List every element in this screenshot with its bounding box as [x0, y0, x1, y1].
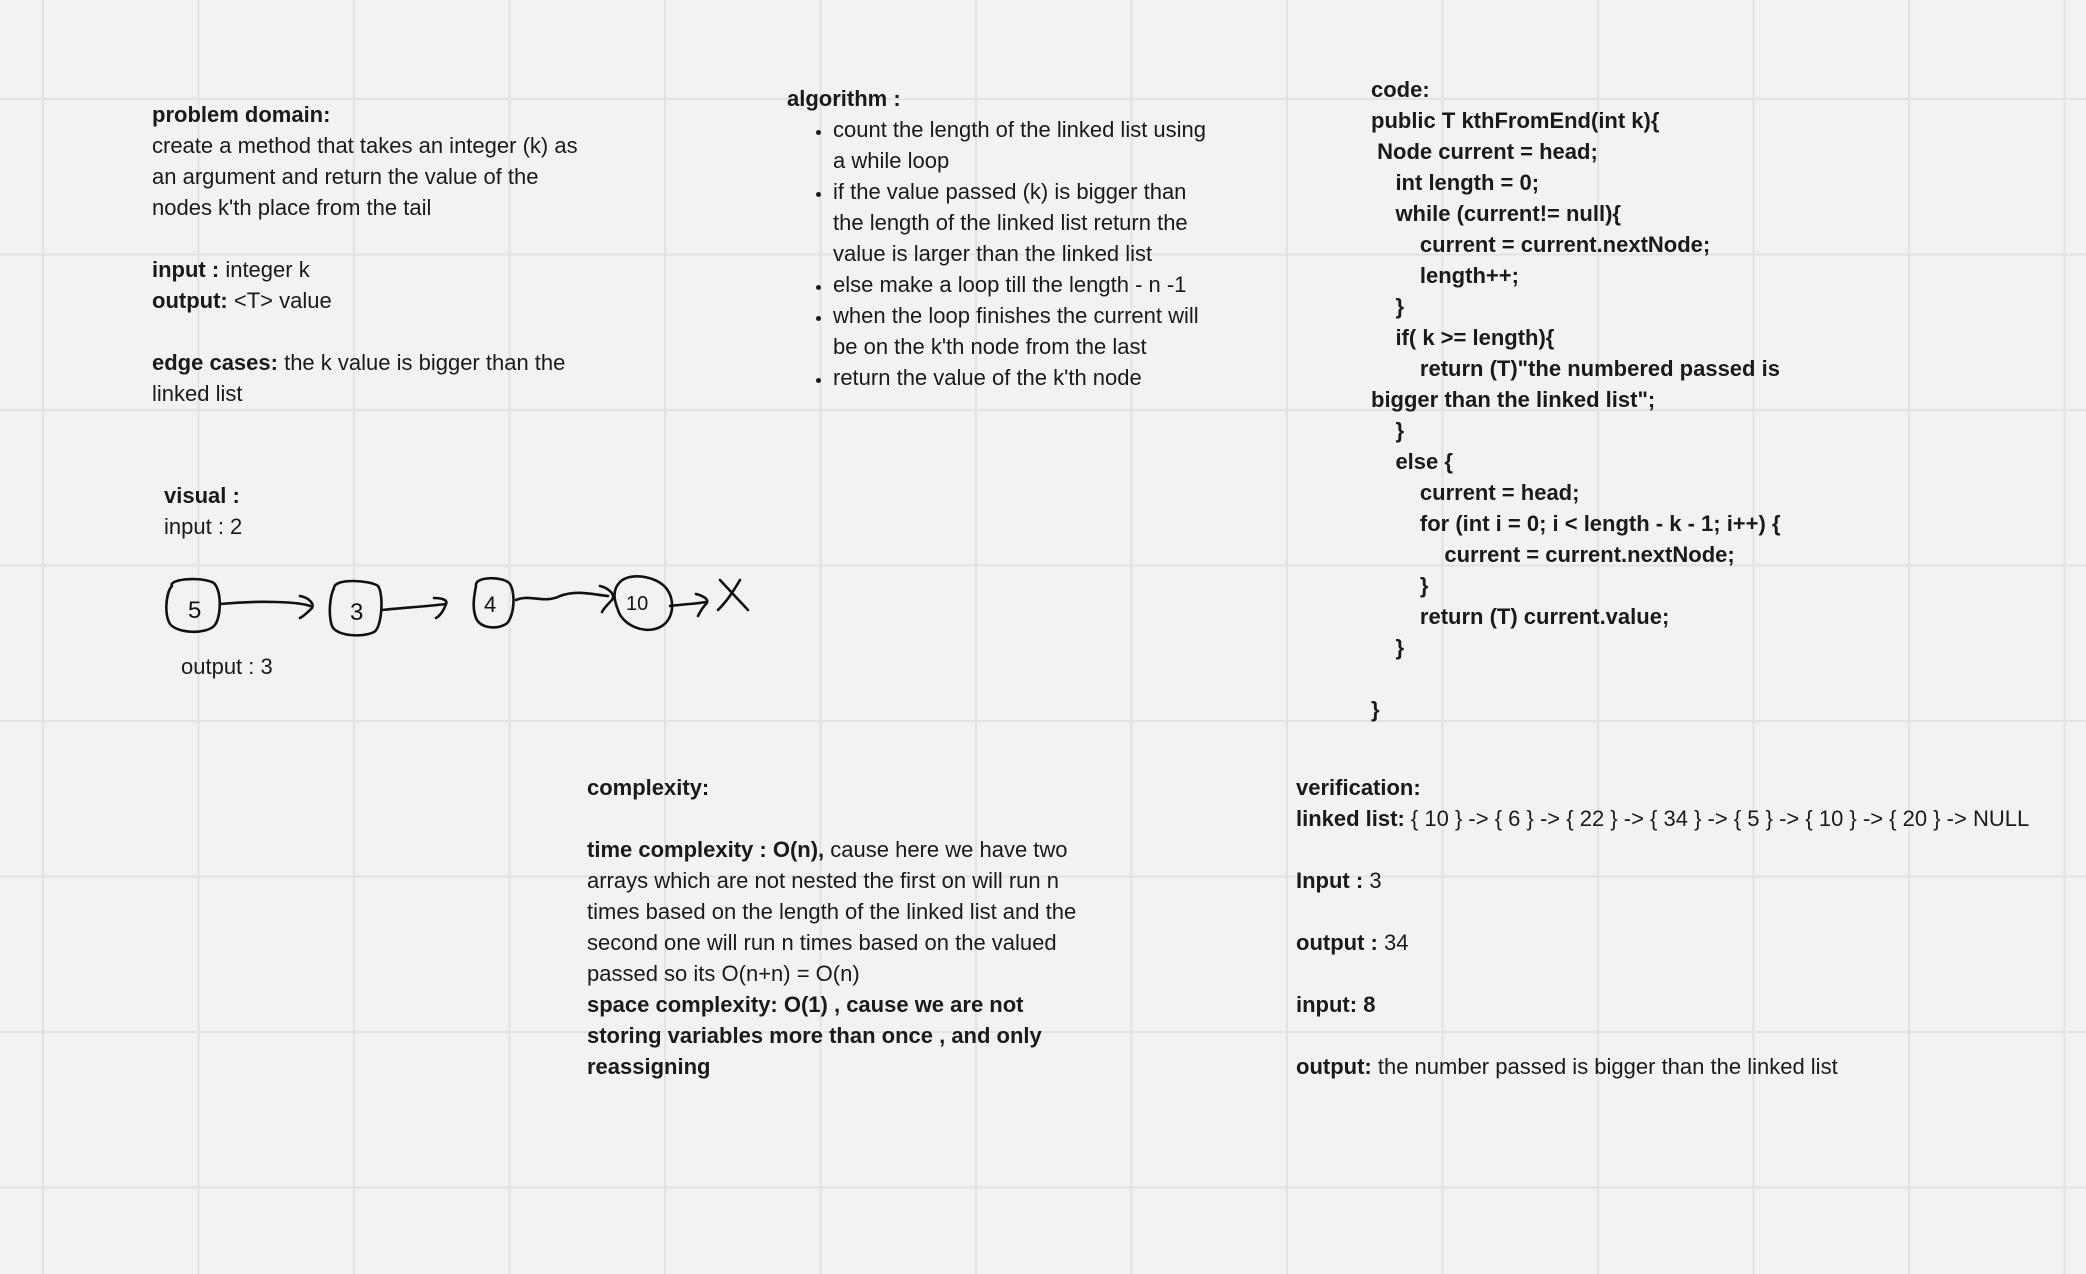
code-line: code: — [1371, 77, 1430, 102]
algorithm-step: • else make a loop till the length - n -1 — [833, 269, 1213, 300]
time-complexity-text: cause here we have two — [824, 837, 1068, 862]
input-value: integer k — [219, 257, 310, 282]
code-line: current = head; — [1371, 480, 1580, 505]
code-line: public T kthFromEnd(int k){ — [1371, 108, 1660, 133]
code-line: current = current.nextNode; — [1371, 232, 1711, 257]
code-line: for (int i = 0; i < length - k - 1; i++) { — [1371, 511, 1781, 536]
edge-cases-value: the k value is bigger than the — [277, 350, 566, 375]
time-complexity-text: second one will run n times based on the valued — [587, 930, 1057, 955]
algorithm-step: • count the length of the linked list using a while loop — [833, 114, 1213, 176]
linked-list-row — [1296, 803, 2056, 834]
code-line: } — [1371, 418, 1405, 443]
problem-domain-note[interactable] — [152, 99, 622, 409]
spacer — [1296, 834, 2056, 865]
time-complexity-text: arrays which are not nested the first on will run n — [587, 868, 1060, 893]
output-2-label: output: — [1296, 1054, 1372, 1079]
input-1-row — [1296, 865, 2056, 896]
visual-heading: visual : — [164, 483, 240, 508]
input-2-row: input: 8 — [1296, 992, 1376, 1017]
code-line — [1371, 663, 2011, 694]
output-2-row — [1296, 1051, 2056, 1082]
algorithm-step: • if the value passed (k) is bigger than the length of the linked list return the value is larger than the linked list — [833, 176, 1213, 269]
input-1-value: 3 — [1363, 868, 1382, 893]
code-line: bigger than the linked list"; — [1371, 387, 1656, 412]
algorithm-note[interactable] — [787, 83, 1227, 393]
spacer — [1296, 958, 2056, 989]
node-label: 5 — [188, 597, 202, 624]
arrow — [670, 602, 706, 606]
time-complexity-text: times based on the length of the linked list and the — [587, 899, 1077, 924]
input-row — [152, 254, 622, 285]
code-line: current = current.nextNode; — [1371, 542, 1735, 567]
arrow — [220, 602, 310, 606]
code-line: } — [1371, 635, 1405, 660]
spacer — [152, 316, 622, 347]
arrowhead — [600, 586, 613, 612]
null-marker — [718, 580, 748, 610]
algorithm-step: • return the value of the k'th node — [833, 362, 1213, 393]
node-label: 10 — [626, 593, 649, 615]
problem-domain-heading: problem domain: — [152, 102, 331, 127]
visual-input: input : 2 — [164, 514, 243, 539]
edge-cases-value-cont: linked list — [152, 381, 243, 406]
node-label: 3 — [350, 599, 364, 626]
spacer — [1296, 896, 2056, 927]
output-2-value: the number passed is bigger than the linked list — [1371, 1054, 1838, 1079]
problem-domain-line: nodes k'th place from the tail — [152, 195, 432, 220]
spacer — [1296, 1020, 2056, 1051]
code-line: else { — [1371, 449, 1453, 474]
algorithm-steps — [787, 114, 1213, 393]
code-line: int length = 0; — [1371, 170, 1540, 195]
output-1-label: output : — [1296, 930, 1378, 955]
time-complexity-text: passed so its O(n+n) = O(n) — [587, 961, 860, 986]
time-complexity-row — [587, 834, 1147, 865]
code-line: return (T)"the numbered passed is — [1371, 356, 1780, 381]
spacer — [587, 803, 1147, 834]
edge-cases-label: edge cases: — [152, 350, 278, 375]
code-line: } — [1371, 294, 1405, 319]
arrowhead — [434, 598, 446, 618]
code-line: Node current = head; — [1371, 139, 1598, 164]
code-line: return (T) current.value; — [1371, 604, 1670, 629]
time-complexity-label: time complexity : O(n), — [587, 837, 825, 862]
algorithm-heading: algorithm : — [787, 86, 901, 111]
arrowhead — [696, 594, 707, 616]
code-line: while (current!= null){ — [1371, 201, 1621, 226]
code-line: } — [1371, 573, 1429, 598]
linked-list-value: { 10 } -> { 6 } -> { 22 } -> { 34 } -> { 5 } -> { 10 } -> { 20 } -> NULL — [1404, 806, 2030, 831]
input-1-label: Input : — [1296, 868, 1364, 893]
node-label: 4 — [484, 592, 497, 617]
input-label: input : — [152, 257, 220, 282]
spacer — [152, 223, 622, 254]
code-line: length++; — [1371, 263, 1519, 288]
complexity-note[interactable] — [587, 772, 1147, 1082]
verification-note[interactable] — [1296, 772, 2056, 1082]
output-1-row — [1296, 927, 2056, 958]
complexity-heading: complexity: — [587, 775, 710, 800]
output-row — [152, 285, 622, 316]
arrow — [516, 593, 608, 600]
visual-note[interactable] — [164, 480, 464, 542]
output-1-value: 34 — [1377, 930, 1409, 955]
space-complexity-text: storing variables more than once , and only — [587, 1023, 1042, 1048]
problem-domain-line: create a method that takes an integer (k) as — [152, 133, 578, 158]
verification-heading: verification: — [1296, 775, 1421, 800]
linked-list-sketch[interactable] — [150, 560, 770, 650]
edge-cases-row — [152, 347, 622, 378]
code-line: } — [1371, 697, 1380, 722]
output-value: <T> value — [227, 288, 332, 313]
code-note[interactable] — [1371, 74, 2011, 725]
space-complexity-text: reassigning — [587, 1054, 711, 1079]
algorithm-step: • when the loop finishes the current will be on the k'th node from the last — [833, 300, 1213, 362]
arrow — [382, 604, 446, 610]
output-label: output: — [152, 288, 228, 313]
visual-output: output : 3 — [181, 654, 273, 679]
space-complexity-text: space complexity: O(1) , cause we are not — [587, 992, 1024, 1017]
linked-list-label: linked list: — [1296, 806, 1405, 831]
code-line: if( k >= length){ — [1371, 325, 1555, 350]
problem-domain-line: an argument and return the value of the — [152, 164, 539, 189]
